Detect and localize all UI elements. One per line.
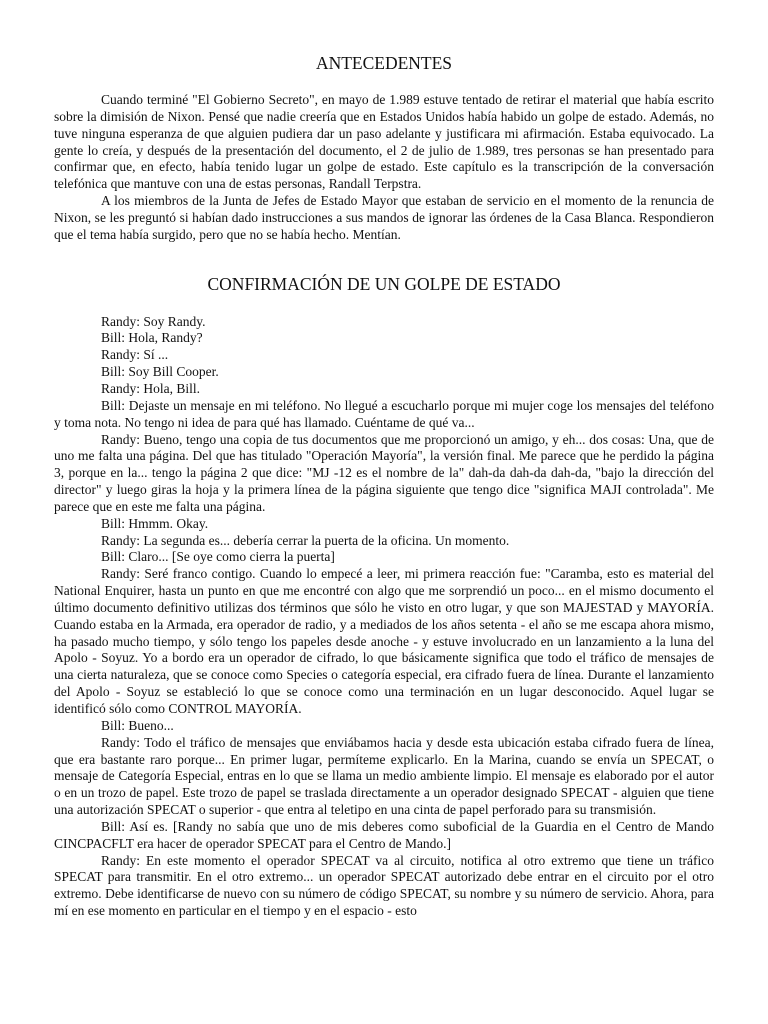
section-title-confirmacion: CONFIRMACIÓN DE UN GOLPE DE ESTADO — [207, 273, 561, 294]
dialogue-line: Randy: En este momento el operador SPECAT va al circuito, notifica al otro extremo que tiene un tráfico SPECAT para transmitir. En el otro extremo... un operador SPECAT autorizado debe entrar en el circuito por el otro extremo. Debe identificarse de nuevo con su número de código SPECAT, su nombre y su número de servicio. Ahora, para mí en ese momento en particular en el tiempo y en el espacio - esto — [54, 852, 714, 919]
document-page — [54, 52, 714, 920]
dialogue-line: Bill: Así es. [Randy no sabía que uno de mis deberes como suboficial de la Guardia en el Centro de Mando CINCPACFLT era hacer de operador SPECAT para el Centro de Mando.] — [54, 818, 714, 851]
dialogue-line: Bill: Bueno... — [101, 717, 174, 733]
dialogue-line: Randy: Sí ... — [101, 347, 169, 363]
dialogue-line: Bill: Dejaste un mensaje en mi teléfono. No llegué a escucharlo porque mi mujer coge los mensajes del teléfono y toma nota. No tengo ni idea de para qué has llamado. Cuéntame de qué va... — [54, 397, 714, 430]
dialogue-line: Randy: La segunda es... debería cerrar la puerta de la oficina. Un momento. — [101, 532, 510, 548]
dialogue-line: Randy: Soy Randy. — [101, 313, 206, 329]
paragraph: Cuando terminé "El Gobierno Secreto", en mayo de 1.989 estuve tentado de retirar el material que había escrito sobre la dimisión de Nixon. Pensé que nadie creería que en Estados Unidos había habido un golpe de estado. Además, no tuve ninguna esperanza de que alguien pudiera dar un paso adelante y justificara mi afirmación. Estaba equivocado. La gente lo creía, y después de la presentación del documento, el 2 de julio de 1.989, tres personas se han presentado para confirmar que, en efecto, había tenido lugar un golpe de estado. Este capítulo es la transcripción de la conversación telefónica que mantuve con una de estas personas, Randall Terpstra. — [54, 92, 714, 192]
dialogue-line: Bill: Claro... [Se oye como cierra la puerta] — [101, 549, 335, 565]
dialogue-line: Bill: Hmmm. Okay. — [101, 515, 209, 531]
section-title-antecedentes: ANTECEDENTES — [315, 53, 453, 73]
dialogue-line: Bill: Soy Bill Cooper. — [101, 364, 219, 380]
dialogue-line: Randy: Hola, Bill. — [101, 380, 200, 396]
paragraph: A los miembros de la Junta de Jefes de Estado Mayor que estaban de servicio en el momento de la renuncia de Nixon, se les preguntó si habían dado instrucciones a sus mandos de ignorar las órdenes de la Casa Blanca. Respondieron que el tema había surgido, pero que no se había hecho. Mentían. — [54, 193, 714, 242]
dialogue-line: Randy: Todo el tráfico de mensajes que enviábamos hacia y desde esta ubicación estaba cifrado fuera de línea, que era bastante raro porque... En primer lugar, permíteme explicarlo. En la Marina, cuando se envía un SPECAT, o mensaje de Categoría Especial, entras en lo que se llama un medio ambiente limpio. El mensaje es elaborado por el autor o en un trozo de papel. Este trozo de papel se traslada directamente a un operador designado SPECAT - alguien que tiene una autorización SPECAT o superior - que entra al teletipo en una cinta de papel perforado para su transmisión. — [54, 734, 714, 818]
dialogue-line: Randy: Bueno, tengo una copia de tus documentos que me proporcionó un amigo, y eh... dos cosas: Una, que de uno me falta una página. Del que has titulado "Operación Mayoría", la versión final. Me parece que he perdido la página 3, porque en la... tengo la página 2 que dice: "MJ -12 es el nombre de la" dah-da dah-da dah-da, "bajo la dirección del director" y luego giras la hoja y la primera línea de la página siguiente que tengo dice "significa MAJI controlada". Me parece que en este me falta una página. — [54, 431, 714, 514]
dialogue-line: Randy: Seré franco contigo. Cuando lo empecé a leer, mi primera reacción fue: "Caramba, esto es material del National Enquirer, hasta un punto en que me encontré con algo que me sorprendió un poco... en el mismo documento el último documento definitivo utilizas dos términos que sólo he visto en otro lugar, y que son MAJESTAD y MAYORÍA. Cuando estaba en la Armada, era operador de radio, y a mediados de los años setenta - el año se me escapa ahora mismo, ha pasado mucho tiempo, y sólo tengo los papeles desde anoche - y estuve involucrado en un lanzamiento a la luna del Apolo - Soyuz. Yo a bordo era un operador de cifrado, lo que básicamente significa que todo el tráfico de mensajes de una cierta naturaleza, que se conoce como Species o categoría especial, era cifrado fuera de línea. Durante el lanzamiento del Apolo - Soyuz se estableció lo que se conoce como una terminación en un lugar desconocido. Aquel lugar se identificó sólo como CONTROL MAYORÍA. — [54, 566, 714, 716]
dialogue-line: Bill: Hola, Randy? — [101, 330, 203, 346]
